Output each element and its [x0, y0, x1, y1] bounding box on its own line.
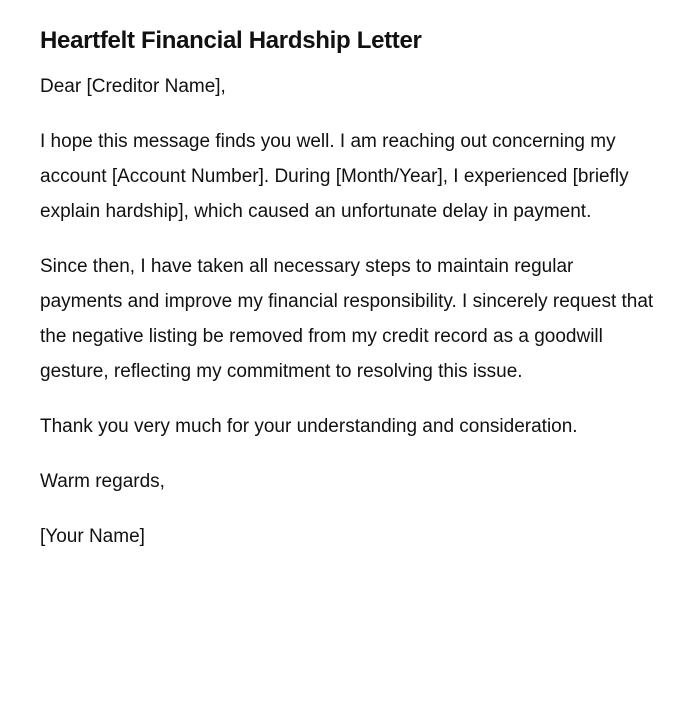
closing: Warm regards,: [40, 471, 165, 492]
letter-title: Heartfelt Financial Hardship Letter: [40, 27, 422, 54]
body-paragraph-2: Since then, I have taken all necessary steps to maintain regular payments and improve my financial responsibility. I sincerely request that the negative listing be removed from my credit record as a goodwill gesture, reflecting my commitment to resolving this issue.: [40, 256, 654, 382]
body-paragraph-1: I hope this message finds you well. I am reaching out concerning my account [Account Number]. During [Month/Year], I experienced [briefly explain hardship], which caused an unfortunate delay in payment.: [40, 131, 629, 222]
salutation: Dear [Creditor Name],: [40, 76, 226, 97]
letter-document: [40, 24, 660, 574]
body-paragraph-3: Thank you very much for your understanding and consideration.: [40, 416, 578, 437]
signature: [Your Name]: [40, 526, 145, 547]
